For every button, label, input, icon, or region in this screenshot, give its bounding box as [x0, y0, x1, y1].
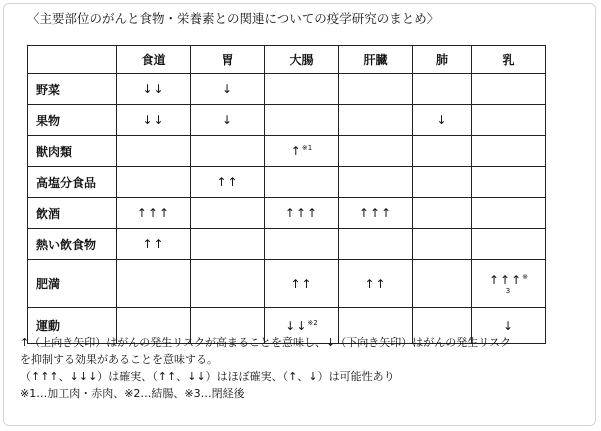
table-cell	[413, 136, 472, 167]
table-cell	[339, 105, 413, 136]
table-cell	[339, 136, 413, 167]
table-cell: ↑↑	[265, 260, 339, 308]
header-esophagus: 食道	[117, 46, 191, 74]
table-row	[28, 260, 546, 308]
footnote-marker: ※	[522, 272, 529, 281]
header-corner	[28, 46, 117, 74]
table-cell	[472, 167, 546, 198]
footnote-line: （↑↑↑、↓↓↓）は確実、（↑↑、↓↓）はほぼ確実、（↑、↓）は可能性あり	[20, 370, 395, 383]
row-label: 獣肉類	[28, 136, 117, 167]
table-cell: ↓	[191, 74, 265, 105]
table-cell	[265, 167, 339, 198]
table-cell	[413, 198, 472, 229]
table-cell	[339, 167, 413, 198]
summary-table	[27, 45, 546, 344]
footnote-marker: ※1	[301, 144, 313, 152]
table-cell: ↓	[191, 105, 265, 136]
table-cell: ↓↓	[117, 74, 191, 105]
cell-arrows: ↑	[290, 144, 302, 158]
table-row	[28, 229, 546, 260]
table-cell	[413, 167, 472, 198]
table-cell: ↑↑	[339, 260, 413, 308]
header-stomach: 胃	[191, 46, 265, 74]
table-row	[28, 136, 546, 167]
table-cell	[265, 229, 339, 260]
header-liver: 肝臓	[339, 46, 413, 74]
table-cell	[117, 136, 191, 167]
table-cell	[191, 198, 265, 229]
table-cell	[265, 105, 339, 136]
row-label: 飲酒	[28, 198, 117, 229]
header-row	[28, 46, 546, 74]
table-cell	[117, 167, 191, 198]
table-cell	[265, 74, 339, 105]
table-row	[28, 74, 546, 105]
table-row	[28, 198, 546, 229]
header-lung: 肺	[413, 46, 472, 74]
footnote-marker: ※2	[307, 318, 318, 327]
table-cell	[472, 260, 546, 308]
table-cell	[472, 229, 546, 260]
table-row	[28, 167, 546, 198]
table-cell: ↑↑	[117, 229, 191, 260]
footnote-line: ※1…加工肉・赤肉、※2…結腸、※3…閉経後	[20, 387, 245, 400]
footnotes	[20, 334, 580, 402]
table-cell: ↑↑↑	[117, 198, 191, 229]
table-cell	[472, 105, 546, 136]
row-label: 肥満	[28, 260, 117, 308]
table-cell: ↑↑↑	[265, 198, 339, 229]
cell-arrows: ↑↑↑	[488, 272, 523, 287]
table-cell	[191, 260, 265, 308]
table-cell: ↑↑↑	[339, 198, 413, 229]
row-label: 運動	[28, 308, 117, 344]
table-cell	[191, 136, 265, 167]
table-cell: ↓	[472, 308, 546, 344]
table-row	[28, 105, 546, 136]
footnote-marker-number: 3	[505, 286, 512, 295]
table-cell: ↓	[413, 105, 472, 136]
document-title: 〈主要部位のがんと食物・栄養素との関連についての疫学研究のまとめ〉	[27, 11, 440, 26]
table-cell	[117, 260, 191, 308]
footnote-line: ↑（上向き矢印）はがんの発生リスクが高まることを意味し、↓（下向き矢印）はがんの発生リスク	[20, 336, 511, 349]
header-breast: 乳	[472, 46, 546, 74]
table-cell	[339, 74, 413, 105]
table-cell: ↓↓	[117, 105, 191, 136]
row-label: 高塩分食品	[28, 167, 117, 198]
table-cell	[472, 136, 546, 167]
row-label: 熱い飲食物	[28, 229, 117, 260]
table-cell	[265, 136, 339, 167]
row-label: 野菜	[28, 74, 117, 105]
table-cell	[413, 229, 472, 260]
header-colon: 大腸	[265, 46, 339, 74]
table-cell	[413, 260, 472, 308]
footnote-line: を抑制する効果があることを意味する。	[20, 353, 218, 366]
cell-arrows: ↓↓	[285, 318, 308, 333]
table-cell	[472, 74, 546, 105]
table-cell	[339, 229, 413, 260]
row-label: 果物	[28, 105, 117, 136]
table-cell: ↑↑	[191, 167, 265, 198]
table-cell	[413, 74, 472, 105]
table-cell	[472, 198, 546, 229]
table-cell	[191, 229, 265, 260]
